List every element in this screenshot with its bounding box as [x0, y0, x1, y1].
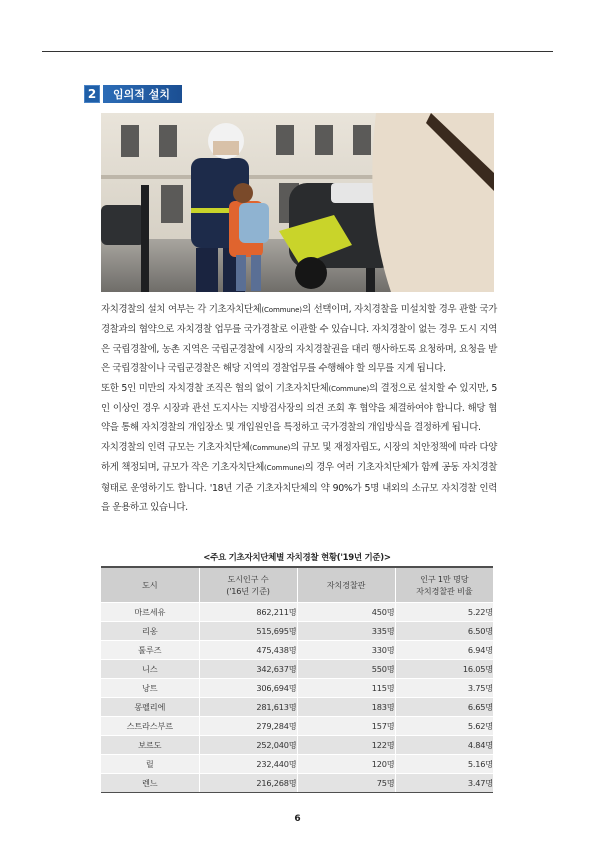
- officers-cell: 75명: [297, 774, 395, 793]
- officers-cell: 157명: [297, 717, 395, 736]
- table-row: [101, 641, 493, 660]
- ratio-cell: 3.75명: [395, 679, 493, 698]
- header-ratio: 인구 1만 명당 자치경찰관 비율: [395, 567, 493, 603]
- ratio-cell: 5.16명: [395, 755, 493, 774]
- police-officer-with-child-image: [101, 113, 494, 292]
- ratio-cell: 6.94명: [395, 641, 493, 660]
- officers-cell: 550명: [297, 660, 395, 679]
- table-row: [101, 660, 493, 679]
- table-caption: <주요 기초자치단체별 자치경찰 현황('19년 기준)>: [203, 553, 391, 563]
- population-cell: 342,637명: [199, 660, 297, 679]
- ratio-cell: 5.62명: [395, 717, 493, 736]
- population-cell: 306,694명: [199, 679, 297, 698]
- table-row: [101, 774, 493, 793]
- table-row: [101, 622, 493, 641]
- population-cell: 279,284명: [199, 717, 297, 736]
- officers-cell: 335명: [297, 622, 395, 641]
- city-cell: 리옹: [101, 622, 199, 641]
- header-population: 도시인구 수 ('16년 기준): [199, 567, 297, 603]
- city-cell: 몽펠리에: [101, 698, 199, 717]
- population-cell: 281,613명: [199, 698, 297, 717]
- population-cell: 515,695명: [199, 622, 297, 641]
- table-row: [101, 603, 493, 622]
- officers-cell: 330명: [297, 641, 395, 660]
- paragraph: 자치경찰의 설치 여부는 각 기초자치단체(Commune)의 선택이며, 자치경찰을 미설치할 경우 관할 국가경찰과의 협약으로 자치경찰 업무를 국가경찰로 이관할 수 있습니다. 자치경찰이 없는 경우 도시 지역은 국립경찰에, 농촌 지역은 국립군경찰에 시장의 자치경찰권을 대리 행사하도록 요청하며, 요청을 받은 국립경찰이나 국립군경찰은 해당 지역의 경찰업무를 수행해야 할 의무를 지게 됩니다.: [101, 304, 498, 375]
- officers-cell: 450명: [297, 603, 395, 622]
- table-row: [101, 717, 493, 736]
- ratio-cell: 6.65명: [395, 698, 493, 717]
- population-cell: 216,268명: [199, 774, 297, 793]
- population-cell: 252,040명: [199, 736, 297, 755]
- officers-cell: 183명: [297, 698, 395, 717]
- city-cell: 스트라스부르: [101, 717, 199, 736]
- body-text: [101, 300, 497, 517]
- police-photo: [101, 113, 494, 292]
- paragraph: 또한 5인 미만의 자치경찰 조직은 협의 없이 기초자치단체(Commune)의 결정으로 설치할 수 있지만, 5인 이상인 경우 시장과 관선 도지사는 지방검사장의 의견 조회 후 협약을 체결하여야 합니다. 해당 협약을 통해 자치경찰의 개입장소 및 개입원인을 특정하고 국가경찰의 개입방식을 결정하게 됩니다.: [101, 382, 497, 434]
- ratio-cell: 3.47명: [395, 774, 493, 793]
- section-number: 2: [84, 85, 100, 103]
- officers-cell: 122명: [297, 736, 395, 755]
- population-cell: 232,440명: [199, 755, 297, 774]
- city-cell: 툴루즈: [101, 641, 199, 660]
- section-heading: [84, 85, 182, 103]
- city-cell: 릴: [101, 755, 199, 774]
- population-cell: 475,438명: [199, 641, 297, 660]
- officers-cell: 120명: [297, 755, 395, 774]
- officers-cell: 115명: [297, 679, 395, 698]
- page-number: 6: [294, 814, 301, 824]
- table-row: [101, 698, 493, 717]
- ratio-cell: 16.05명: [395, 660, 493, 679]
- city-cell: 보르도: [101, 736, 199, 755]
- section-title: 임의적 설치: [103, 85, 182, 103]
- city-cell: 니스: [101, 660, 199, 679]
- table-row: [101, 736, 493, 755]
- ratio-cell: 5.22명: [395, 603, 493, 622]
- ratio-cell: 6.50명: [395, 622, 493, 641]
- table-header-row: [101, 567, 493, 603]
- header-city: 도시: [101, 567, 199, 603]
- header-officers: 자치경찰관: [297, 567, 395, 603]
- population-cell: 862,211명: [199, 603, 297, 622]
- ratio-cell: 4.84명: [395, 736, 493, 755]
- table-row: [101, 679, 493, 698]
- header-rule: [42, 51, 553, 52]
- paragraph: 자치경찰의 인력 규모는 기초자치단체(Commune)의 규모 및 재정자립도, 시장의 치안정책에 따라 다양하게 책정되며, 규모가 작은 기초자치단체(Commune)의 경우 여러 기초자치단체가 함께 공동 자치경찰 형태로 운영하기도 합니다. '18년 기준 기초자치단체의 약 90%가 5명 내외의 소규모 자치경찰 인력을 운용하고 있습니다.: [101, 441, 497, 514]
- city-cell: 마르세유: [101, 603, 199, 622]
- city-cell: 렌느: [101, 774, 199, 793]
- table-row: [101, 755, 493, 774]
- police-stats-table: [101, 566, 493, 793]
- city-cell: 낭트: [101, 679, 199, 698]
